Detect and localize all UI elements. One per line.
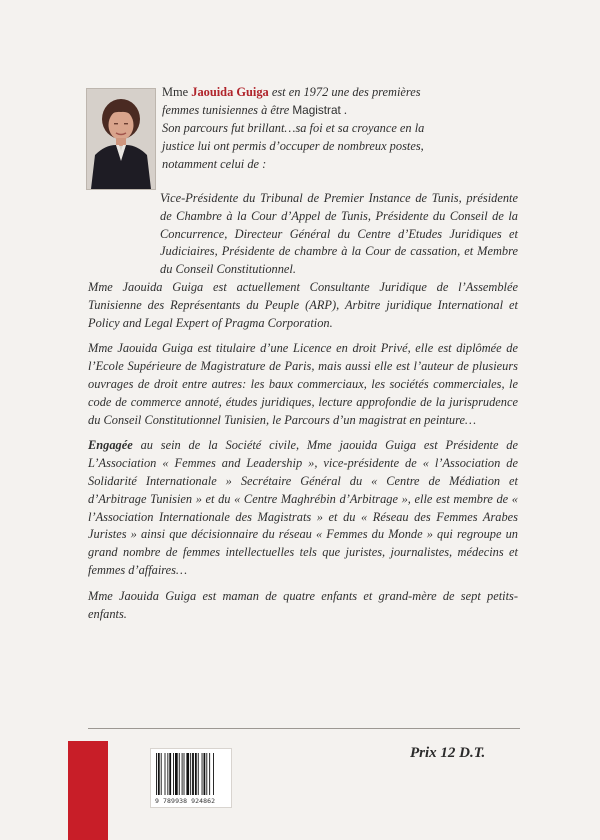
intro-line1-rest: est en 1972 une des premières: [268, 85, 421, 99]
intro-text: [162, 84, 518, 120]
civil-society-paragraph: [88, 437, 518, 579]
author-portrait-icon: [87, 89, 155, 189]
career-line-2: justice lui ont permis d’occuper de nombreux postes,: [162, 138, 424, 153]
barcode-number: 9 789938 924862: [155, 797, 216, 805]
family-paragraph: Mme Jaouida Guiga est maman de quatre enfants et grand-mère de sept petits-enfants.: [88, 588, 518, 621]
career-line-1: Son parcours fut brillant…sa foi et sa croyance en la: [162, 121, 425, 135]
divider-line: [88, 728, 520, 729]
barcode-bars: [155, 753, 227, 795]
intro-line2: femmes tunisiennes à être: [162, 102, 293, 117]
price-label: Prix 12 D.T.: [410, 745, 486, 761]
biography-paragraphs: [88, 279, 518, 623]
career-line-3: notamment celui de :: [162, 156, 267, 171]
author-name: Jaouida Guiga: [191, 85, 269, 99]
red-spine-bar: [68, 741, 108, 840]
positions-text: Vice-Présidente du Tribunal de Premier Instance de Tunis, présidente de Chambre à la Cour d’Appel de Tunis, Présidente du Conseil de la Concurrence, Directeur Général du Centre d’Etudes Juridiques et Judiciaires, Présidente de chambre à la Cour de cassation, et Membre du Conseil Constitutionnel.: [160, 191, 518, 277]
magistrat-word: Magistrat: [292, 102, 341, 117]
intro-prefix: Mme: [162, 85, 192, 99]
education-paragraph: Mme Jaouida Guiga est titulaire d’une Licence en droit Privé, elle est diplômée de l’Ecole Supérieure de Magistrature de Paris, mais aussi elle est l’auteur de plusieurs ouvrages de droit entre autres: les baux commerciaux, les sociétés commerciales, le code de commerce annoté, études juridiques, lecture approfondie de la jurisprudence du Conseil Constitutionnel Tunisien, le Parcours d’un magistrat en peinture…: [88, 341, 518, 427]
consultant-paragraph: Mme Jaouida Guiga est actuellement Consultante Juridique de l’Assemblée Tunisienne des Représentants du Peuple (ARP), Arbitre juridique International et Policy and Legal Expert of Pragma Corporation.: [88, 280, 518, 330]
engagee-word: Engagée: [88, 438, 133, 453]
positions-paragraph: [160, 190, 518, 279]
engagee-text: au sein de la Société civile, Mme jaouida Guiga est Présidente de L’Association « Femmes and Leadership », vice-présidente de « l’Association de Solidarité Internationale » Secrétaire Général du « Centre de Médiation et d’Arbitrage Tunisien » et du « Centre Maghrébin d’Arbitrage », elle est membre de « l’Association Internationale des Magistrats » et du « Réseau des Femmes Arabes Juristes » ainsi que décisionnaire du réseau « Femmes du Monde » qui regroupe un grand nombre de femmes intellectuelles tels que juristes, journalistes, médecins et femmes d’affaires…: [88, 438, 518, 577]
author-photo: [86, 88, 156, 190]
isbn-barcode-icon: [150, 748, 232, 808]
intro-line2-end: .: [340, 102, 348, 117]
career-intro: [162, 120, 518, 173]
